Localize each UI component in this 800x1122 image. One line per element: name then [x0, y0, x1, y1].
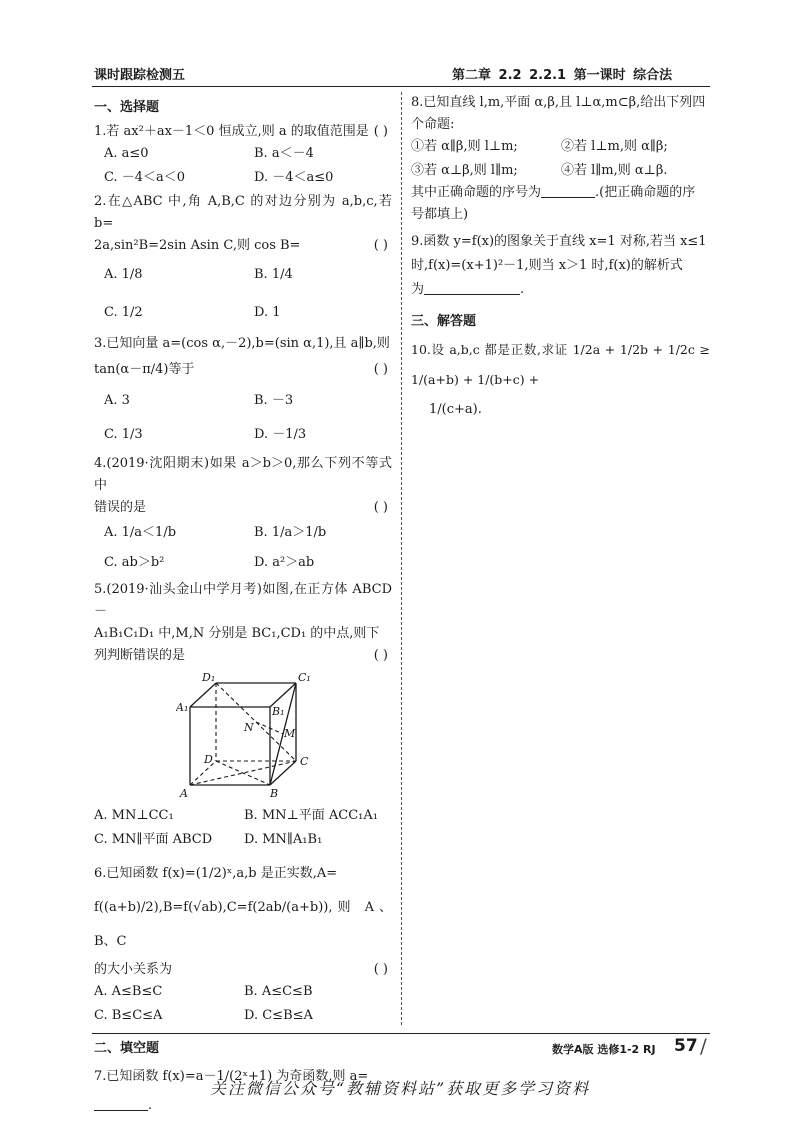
- q3-stem-line2: tan(α－π/4)等于: [94, 362, 195, 377]
- q3-option-a: A. 3: [104, 393, 130, 408]
- page-number: 57: [674, 1036, 698, 1056]
- question-2: [94, 191, 392, 331]
- q8-proposition-2: ②若 l⊥m,则 α∥β;: [561, 139, 668, 154]
- q3-stem-line1: 3.已知向量 a=(cos α,－2),b=(sin α,1),且 a∥b,则: [94, 336, 390, 351]
- q1-option-d: D. －4＜a≤0: [254, 170, 334, 185]
- label-B1: B₁: [272, 705, 285, 718]
- q1-stem: 1.若 ax²＋ax－1＜0 恒成立,则 a 的取值范围是: [94, 124, 369, 139]
- q8-stem-line2: 个命题:: [411, 117, 455, 132]
- q1-option-c: C. －4＜a＜0: [104, 170, 186, 185]
- footer-rule: [92, 1033, 710, 1034]
- q4-stem-line2: 错误的是: [94, 500, 147, 515]
- q7-stem: 7.已知函数 f(x)=a－1/(2ˣ+1) 为奇函数,则 a=: [94, 1069, 369, 1084]
- cube-figure: [176, 673, 326, 803]
- question-1: [94, 121, 392, 189]
- q6-option-d: D. C≤B≤A: [244, 1008, 313, 1023]
- label-A: A: [180, 787, 188, 800]
- footer-book-label: 数学A版 选修1-2 RJ: [552, 1043, 656, 1056]
- section-choice-title: 一、选择题: [94, 100, 160, 115]
- q4-option-d: D. a²＞ab: [254, 555, 315, 570]
- q5-option-b: B. MN⊥平面 ACC₁A₁: [244, 808, 378, 823]
- q2-option-c: C. 1/2: [104, 305, 143, 320]
- q9-stem-line3a: 为: [411, 282, 425, 297]
- q6-option-c: C. B≤C≤A: [94, 1008, 163, 1023]
- q5-stem-line2: A₁B₁C₁D₁ 中,M,N 分别是 BC₁,CD₁ 的中点,则下: [94, 626, 380, 641]
- q6-stem-line3: 的大小关系为: [94, 962, 173, 977]
- q2-stem-line2: 2a,sin²B=2sin Asin C,则 cos B=: [94, 238, 301, 253]
- q2-option-b: B. 1/4: [254, 267, 293, 282]
- q3-option-b: B. －3: [254, 393, 294, 408]
- q1-option-b: B. a＜－4: [254, 146, 314, 161]
- header-right-chapter: 第二章 2.2 2.2.1 第一课时 综合法: [452, 68, 673, 83]
- q5-option-a: A. MN⊥CC₁: [94, 808, 174, 823]
- q6-option-a: A. A≤B≤C: [94, 984, 163, 999]
- label-N: N: [244, 721, 254, 734]
- answer-paren: ( ): [373, 124, 388, 139]
- q7-tail: .: [148, 1098, 153, 1113]
- question-6: [94, 857, 392, 1027]
- q2-stem-line1: 2.在△ABC 中,角 A,B,C 的对边分别为 a,b,c,若 b=: [94, 194, 392, 231]
- q2-option-d: D. 1: [254, 305, 281, 320]
- right-column: [411, 92, 710, 427]
- label-D: D: [204, 753, 213, 766]
- section-fill-title: 二、填空题: [94, 1041, 160, 1056]
- q9-stem-line2: 时,f(x)=(x+1)²－1,则当 x＞1 时,f(x)的解析式: [411, 258, 683, 273]
- q4-option-a: A. 1/a＜1/b: [104, 525, 177, 540]
- question-3: [94, 333, 392, 451]
- answer-paren: ( ): [373, 648, 388, 663]
- q8-stem-line4: 号都填上): [411, 207, 469, 222]
- q6-stem-line2: f((a+b)/2),B=f(√ab),C=f(2ab/(a+b)),则 A、B、C: [94, 900, 392, 949]
- q10-stem-line2: 1/(c+a).: [429, 402, 482, 417]
- question-5: [94, 579, 392, 851]
- label-M: M: [284, 727, 296, 740]
- q1-option-a: A. a≤0: [104, 146, 149, 161]
- label-A1: A₁: [176, 701, 189, 714]
- q3-option-c: C. 1/3: [104, 427, 143, 442]
- q6-stem-line1: 6.已知函数 f(x)=(1/2)ˣ,a,b 是正实数,A=: [94, 866, 338, 881]
- question-4: [94, 453, 392, 577]
- answer-paren: ( ): [373, 962, 388, 977]
- label-D1: D₁: [202, 673, 216, 684]
- q4-option-c: C. ab＞b²: [104, 555, 165, 570]
- q8-answer-blank[interactable]: [541, 183, 595, 198]
- q10-stem-line1: 10.设 a,b,c 都是正数,求证 1/2a + 1/2b + 1/2c ≥ 1/(a+b) + 1/(b+c) +: [411, 342, 710, 387]
- left-column: [94, 92, 392, 1122]
- q2-option-a: A. 1/8: [104, 267, 143, 282]
- answer-paren: ( ): [373, 500, 388, 515]
- label-C: C: [300, 755, 309, 768]
- q4-option-b: B. 1/a＞1/b: [254, 525, 327, 540]
- answer-paren: ( ): [373, 362, 388, 377]
- q8-stem-line1: 8.已知直线 l,m,平面 α,β,且 l⊥α,m⊂β,给出下列四: [411, 95, 706, 110]
- q8-proposition-1: ①若 α∥β,则 l⊥m;: [411, 139, 518, 154]
- q8-stem-line3b: .(把正确命题的序: [595, 185, 696, 200]
- q8-proposition-3: ③若 α⊥β,则 l∥m;: [411, 163, 518, 178]
- header-left-title: 课时跟踪检测五: [94, 68, 186, 83]
- q5-stem-line1: 5.(2019·汕头金山中学月考)如图,在正方体 ABCD－: [94, 582, 392, 619]
- promo-text: 关注微信公众号“教辅资料站”获取更多学习资料: [209, 1079, 591, 1098]
- answer-paren: ( ): [373, 238, 388, 253]
- question-8: [411, 92, 710, 226]
- q6-option-b: B. A≤C≤B: [244, 984, 313, 999]
- header-rule: [92, 86, 710, 87]
- q9-stem-line3b: .: [520, 282, 525, 297]
- q9-stem-line1: 9.函数 y=f(x)的图象关于直线 x=1 对称,若当 x≤1: [411, 234, 707, 249]
- q5-option-d: D. MN∥A₁B₁: [244, 832, 323, 847]
- q4-stem-line1: 4.(2019·沈阳期末)如果 a＞b＞0,那么下列不等式中: [94, 456, 392, 493]
- label-B: B: [270, 787, 279, 800]
- label-C1: C₁: [298, 673, 311, 684]
- q5-option-c: C. MN∥平面 ABCD: [94, 832, 213, 847]
- q8-proposition-4: ④若 l∥m,则 α⊥β.: [561, 163, 668, 178]
- question-9: [411, 230, 710, 302]
- q9-answer-blank[interactable]: [424, 280, 520, 295]
- q8-stem-line3a: 其中正确命题的序号为: [411, 185, 542, 200]
- q5-stem-line3: 列判断错误的是: [94, 648, 186, 663]
- question-10: [411, 335, 710, 425]
- footer-slash: /: [700, 1034, 707, 1058]
- q3-option-d: D. －1/3: [254, 427, 307, 442]
- section-answer-title: 三、解答题: [411, 314, 477, 329]
